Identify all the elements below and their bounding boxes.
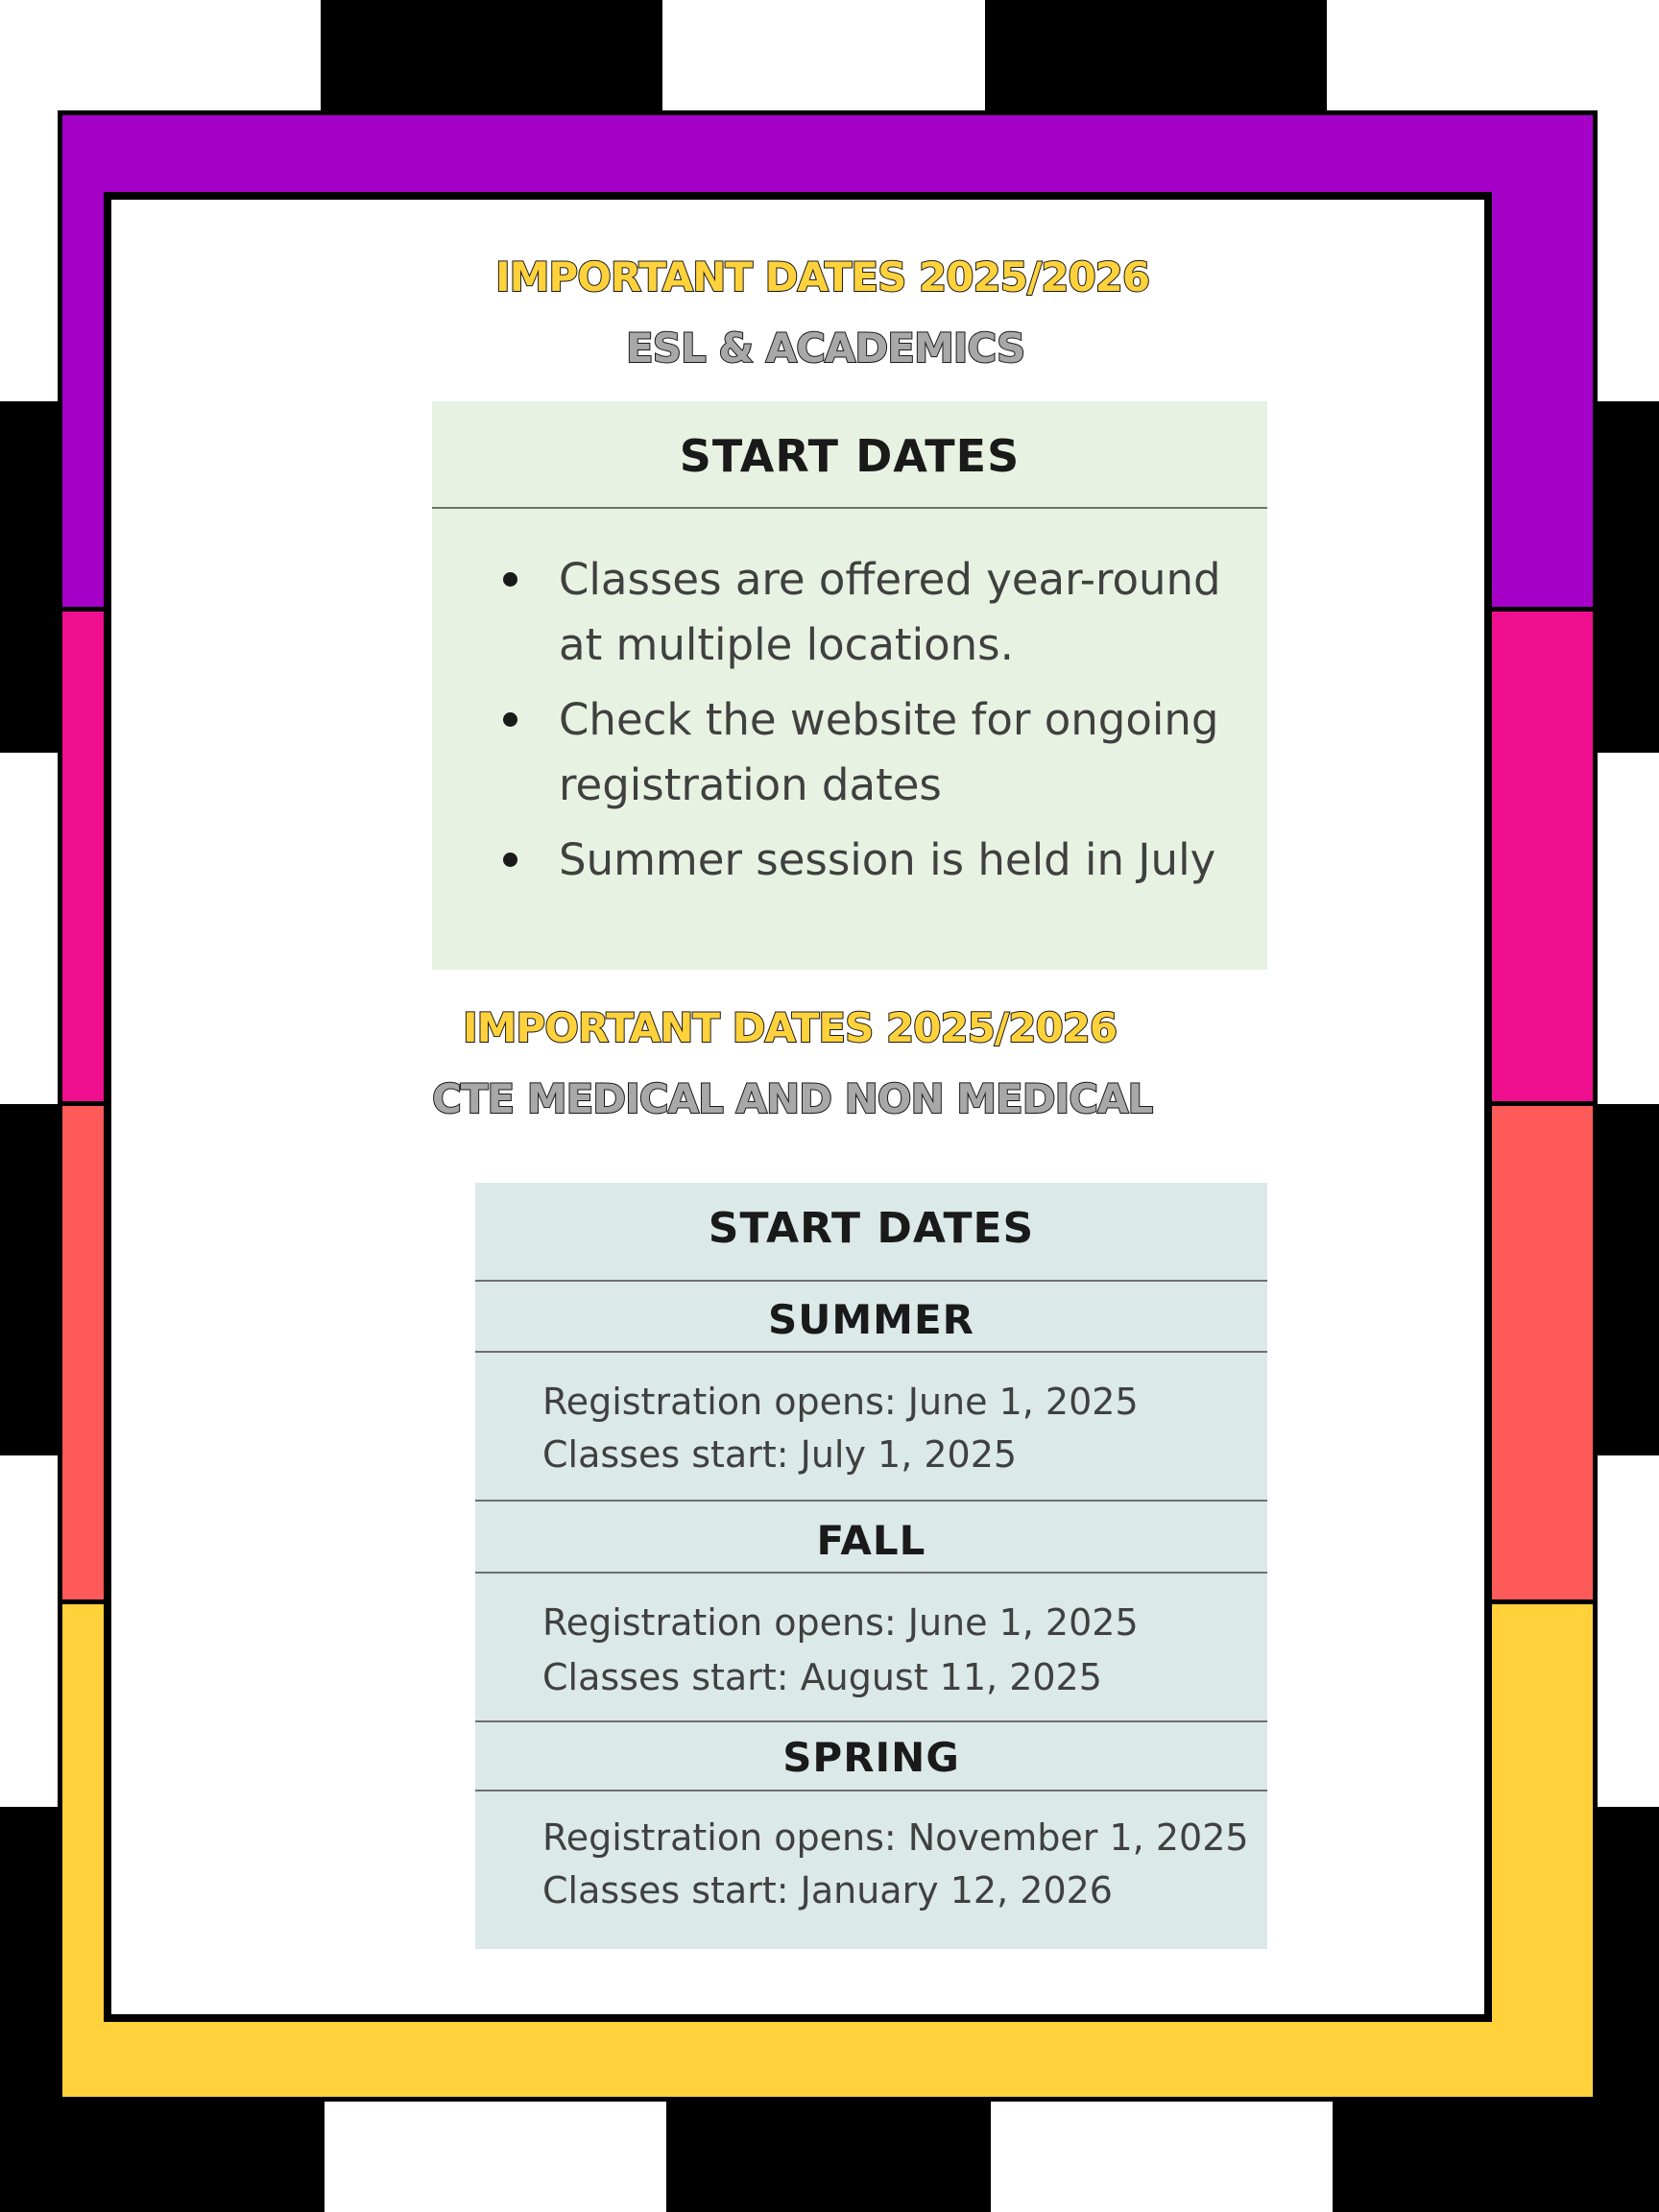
fall-classes-start: Classes start: August 11, 2025	[542, 1656, 1102, 1698]
bg-tile	[0, 401, 58, 753]
esl-subtitle: ESL & ACADEMICS	[626, 325, 1025, 372]
divider	[475, 1351, 1267, 1353]
divider	[475, 1572, 1267, 1574]
bg-tile	[1598, 1104, 1659, 1455]
list-item	[490, 828, 1238, 893]
term-spring-header: SPRING	[782, 1734, 960, 1781]
bg-tile	[0, 2097, 325, 2212]
bg-tile	[0, 1104, 58, 1455]
bullet-icon	[503, 853, 517, 867]
bg-tile	[0, 0, 58, 115]
bullet-text: Summer session is held in July	[559, 834, 1216, 885]
divider	[475, 1790, 1267, 1791]
cte-title: IMPORTANT DATES 2025/2026	[463, 1004, 1118, 1051]
spring-classes-start: Classes start: January 12, 2026	[542, 1869, 1113, 1911]
bullet-text: Classes are offered year-round	[559, 554, 1221, 605]
bullet-icon	[503, 572, 517, 587]
bullet-text: Check the website for ongoing	[559, 694, 1219, 745]
bullet-text: registration dates	[559, 759, 942, 810]
summer-classes-start: Classes start: July 1, 2025	[542, 1433, 1018, 1476]
esl-bullet-list	[490, 547, 1238, 902]
bg-tile	[321, 0, 662, 115]
spring-registration: Registration opens: November 1, 2025	[542, 1816, 1249, 1859]
list-item	[490, 547, 1238, 678]
esl-box-header: START DATES	[679, 430, 1021, 482]
esl-title: IMPORTANT DATES 2025/2026	[495, 253, 1150, 301]
term-fall-header: FALL	[816, 1517, 926, 1564]
bullet-text: at multiple locations.	[559, 619, 1014, 670]
divider	[475, 1280, 1267, 1282]
bg-tile	[1598, 0, 1659, 115]
summer-registration: Registration opens: June 1, 2025	[542, 1381, 1139, 1423]
bg-tile	[666, 2097, 991, 2212]
term-summer-header: SUMMER	[768, 1296, 974, 1343]
bg-tile	[1598, 401, 1659, 753]
list-item	[490, 687, 1238, 818]
divider	[475, 1720, 1267, 1722]
divider	[475, 1500, 1267, 1502]
fall-registration: Registration opens: June 1, 2025	[542, 1601, 1139, 1644]
bg-tile	[985, 0, 1327, 115]
bullet-icon	[503, 712, 517, 727]
cte-subtitle: CTE MEDICAL AND NON MEDICAL	[432, 1075, 1153, 1122]
bg-tile	[1333, 2097, 1659, 2212]
cte-box-header: START DATES	[708, 1204, 1035, 1253]
divider	[432, 507, 1267, 509]
cte-start-dates-box	[475, 1183, 1267, 1949]
esl-start-dates-box	[432, 401, 1267, 970]
